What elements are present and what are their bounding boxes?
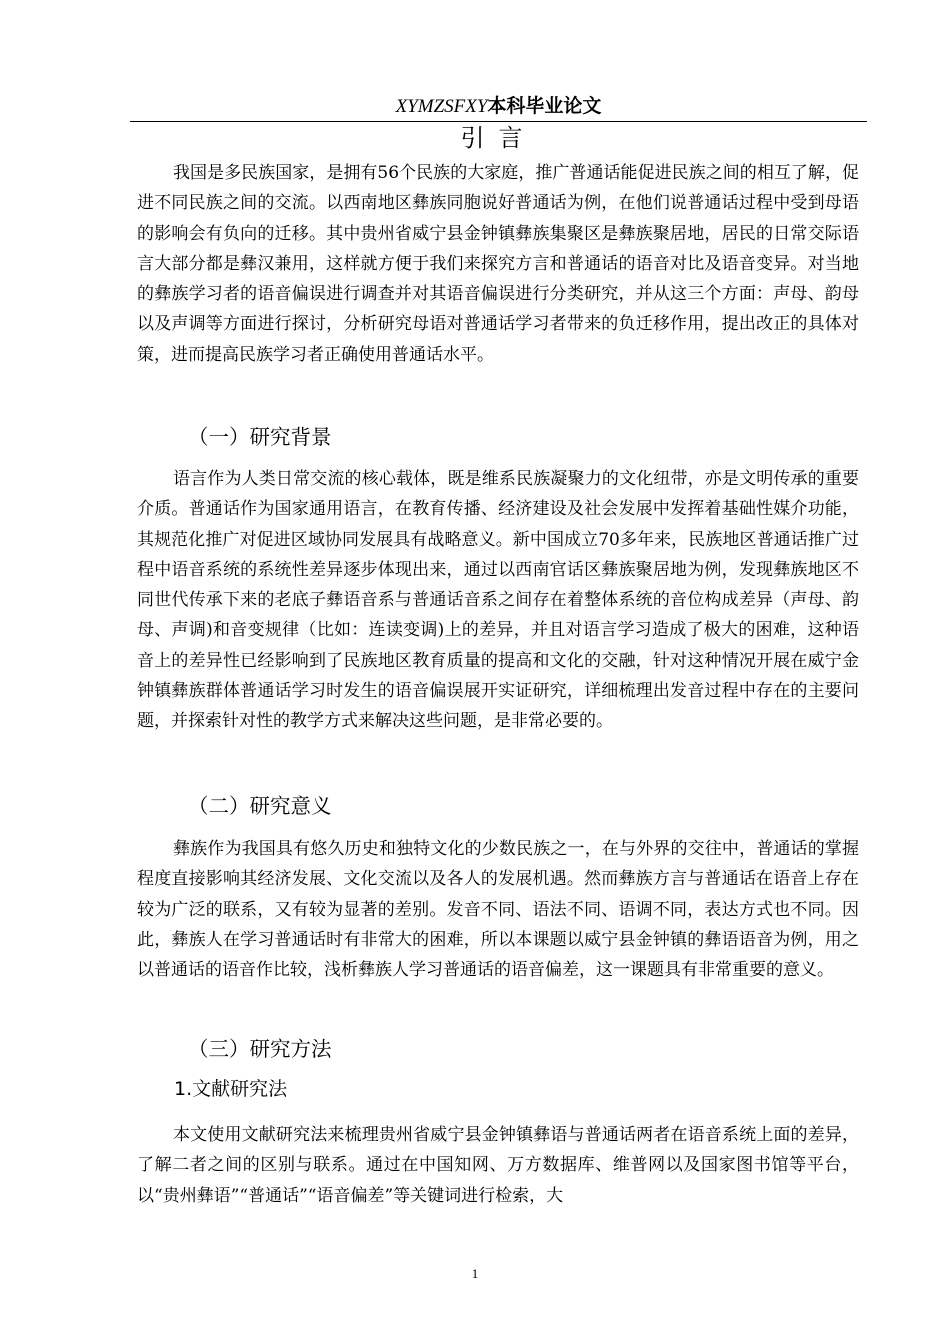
subheading-literature-method: 1.文献研究法 [174, 1078, 288, 1100]
intro-paragraph: 我国是多民族国家，是拥有56个民族的大家庭，推广普通话能促进民族之间的相互了解，促进不同民族之间的交流。以西南地区彝族同胞说好普通话为例，在他们说普通话过程中受到母语的影响会有负向的迁移。其中贵州省威宁县金钟镇彝族集聚区是彝族聚居地，居民的日常交际语言大部分都是彝汉兼用，这样就方便于我们来探究方言和普通话的语音对比及语音变异。对当地的彝族学习者的语音偏误进行调查并对其语音偏误进行分类研究，并从这三个方面：声母、韵母以及声调等方面进行探讨，分析研究母语对普通话学习者带来的负迁移作用，提出改正的具体对策，进而提高民族学习者正确使用普通话水平。 [137, 163, 859, 365]
header-school-code: XYMZSFXY [395, 96, 488, 117]
section-heading-methods: （三）研究方法 [188, 1037, 332, 1061]
section-heading-background: （一）研究背景 [188, 425, 332, 449]
literature-method-paragraph: 本文使用文献研究法来梳理贵州省威宁县金钟镇彝语与普通话两者在语音系统上面的差异，了解二者之间的区别与联系。通过在中国知网、万方数据库、维普网以及国家图书馆等平台，以“贵州彝语”“普通话”“语音偏差”等关键词进行检索，大 [137, 1125, 859, 1206]
background-paragraph: 语言作为人类日常交流的核心载体，既是维系民族凝聚力的文化纽带，亦是文明传承的重要介质。普通话作为国家通用语言，在教育传播、经济建设及社会发展中发挥着基础性媒介功能，其规范化推广对促进区域协同发展具有战略意义。新中国成立70多年来，民族地区普通话推广过程中语音系统的系统性差异逐步体现出来，通过以西南官话区彝族聚居地为例，发现彝族地区不同世代传承下来的老底子彝语音系与普通话音系之间存在着整体系统的音位构成差异（声母、韵母、声调)和音变规律（比如：连读变调)上的差异，并且对语言学习造成了极大的困难，这种语音上的差异性已经影响到了民族地区教育质量的提高和文化的交融，针对这种情况开展在威宁金钟镇彝族群体普通话学习时发生的语音偏误展开实证研究，详细梳理出发音过程中存在的主要问题，并探索针对性的教学方式来解决这些问题，是非常必要的。 [137, 469, 859, 732]
section-heading-significance: （二）研究意义 [188, 794, 332, 818]
header-thesis-type: 本科毕业论文 [487, 95, 602, 117]
chapter-title: 引言 [460, 124, 537, 152]
running-header [130, 94, 867, 120]
page-number: 1 [471, 1266, 479, 1281]
significance-paragraph: 彝族作为我国具有悠久历史和独特文化的少数民族之一，在与外界的交往中，普通话的掌握程度直接影响其经济发展、文化交流以及各人的发展机遇。然而彝族方言与普通话在语音上存在较为广泛的联系，又有较为显著的差别。发音不同、语法不同、语调不同，表达方式也不同。因此，彝族人在学习普通话时有非常大的困难，所以本课题以威宁县金钟镇的彝语语音为例，用之以普通话的语音作比较，浅析彝族人学习普通话的语音偏差，这一课题具有非常重要的意义。 [137, 839, 859, 981]
